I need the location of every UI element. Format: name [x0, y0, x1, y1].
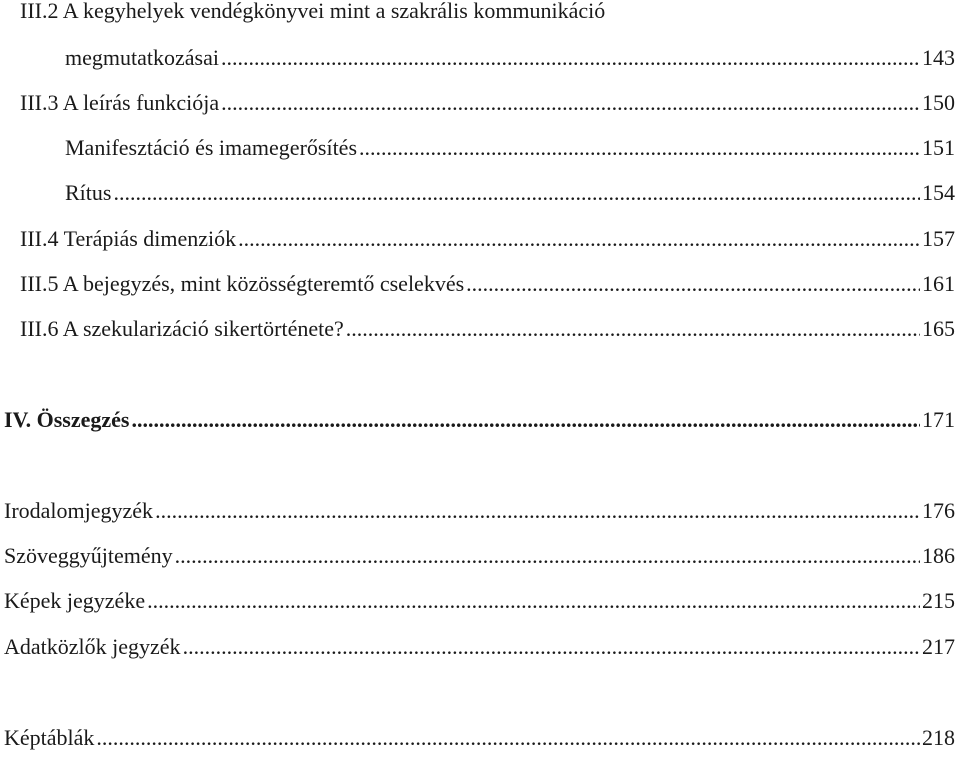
toc-leader-dots — [113, 180, 920, 206]
toc-leader-dots — [175, 543, 920, 569]
toc-entry-title: III.5 A bejegyzés, mint közösségteremtő cselekvés — [20, 271, 465, 296]
toc-leader-dots — [155, 498, 920, 524]
toc-entry-irodalomjegyzek[interactable] — [4, 490, 955, 524]
toc-entry-title: megmutatkozásai — [65, 45, 219, 70]
toc-leader-dots — [221, 45, 920, 71]
toc-entry-kepek-jegyzeke[interactable] — [4, 580, 955, 614]
toc-entry-title: III.3 A leírás funkciója — [20, 90, 220, 115]
toc-entry-title: III.6 A szekularizáció sikertörténete? — [20, 316, 344, 341]
toc-entry-keptablak[interactable] — [4, 717, 955, 751]
toc-leader-dots — [346, 316, 920, 342]
toc-entry-title: Manifesztáció és imamegerősítés — [65, 135, 358, 160]
toc-entry-iii-5[interactable] — [20, 263, 955, 297]
toc-entry-iii-2-cont[interactable] — [65, 37, 955, 71]
toc-entry-title: Adatközlők jegyzék — [4, 634, 181, 659]
toc-entry-iii-6[interactable] — [20, 308, 955, 342]
toc-entry-page: 218 — [922, 725, 955, 750]
toc-entry-iv-osszegzes[interactable] — [4, 399, 955, 433]
toc-entry-page: 161 — [922, 271, 955, 296]
toc-leader-dots — [131, 407, 920, 433]
toc-entry-iii-3[interactable] — [20, 82, 955, 116]
toc-entry-page: 150 — [922, 90, 955, 115]
toc-leader-dots — [183, 634, 920, 660]
toc-entry-title: Szöveggyűjtemény — [4, 543, 173, 568]
toc-entry-iii-4[interactable] — [20, 218, 955, 252]
toc-entry-title: IV. Összegzés — [4, 407, 130, 432]
toc-entry-page: 171 — [922, 407, 955, 432]
toc-entry-title: Rítus — [65, 180, 112, 205]
toc-entry-title: Képtáblák — [4, 725, 95, 750]
toc-leader-dots — [238, 226, 920, 252]
toc-entry-page: 186 — [922, 543, 955, 568]
toc-leader-dots — [359, 135, 920, 161]
toc-entry-title: Irodalomjegyzék — [4, 498, 154, 523]
toc-entry-page: 176 — [922, 498, 955, 523]
toc-entry-adatkozlok-jegyzek[interactable] — [4, 626, 955, 660]
toc-entry-page: 157 — [922, 226, 955, 251]
toc-entry-manifesztacio[interactable] — [65, 127, 955, 161]
toc-entry-ritus[interactable] — [65, 172, 955, 206]
toc-entry-page: 143 — [922, 45, 955, 70]
toc-entry-szoveggyujtemeny[interactable] — [4, 535, 955, 569]
toc-entry-page: 165 — [922, 316, 955, 341]
toc-entry-title: Képek jegyzéke — [4, 588, 146, 613]
toc-leader-dots — [466, 271, 920, 297]
toc-entry-title: III.2 A kegyhelyek vendégkönyvei mint a szakrális kommunikáció — [20, 0, 606, 23]
toc-entry-page: 154 — [922, 180, 955, 205]
toc-leader-dots — [221, 90, 920, 116]
toc-entry-title: III.4 Terápiás dimenziók — [20, 226, 237, 251]
toc-entry-page: 215 — [922, 588, 955, 613]
toc-leader-dots — [96, 725, 920, 751]
toc-entry-page: 217 — [922, 634, 955, 659]
toc-leader-dots — [147, 588, 920, 614]
toc-entry-page: 151 — [922, 135, 955, 160]
toc-entry-iii-2[interactable] — [20, 0, 955, 24]
